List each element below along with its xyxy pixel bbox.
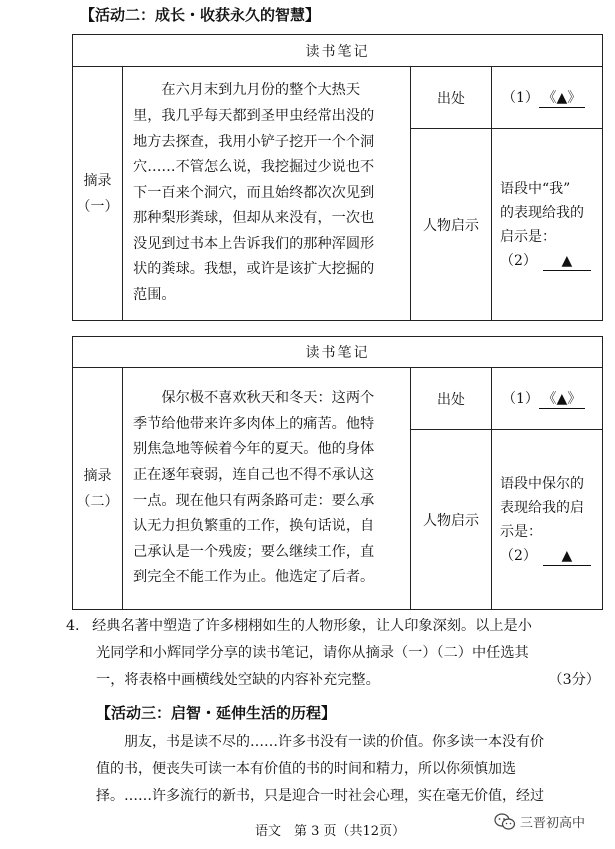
question-4 bbox=[66, 613, 606, 694]
question-line-1: 经典名著中塑造了许多栩栩如生的人物形象，让人印象深刻。以上是小 bbox=[92, 618, 532, 634]
note-title: 读书笔记 bbox=[73, 35, 603, 67]
page-footer: 语文 第 3 页（共12页） bbox=[255, 824, 406, 839]
activity2-heading: 【活动二：成长・收获永久的智慧】 bbox=[80, 6, 321, 24]
inspiration-answer[interactable]: 语段中保尔的 表现给我的启 示是： （2） ▲ bbox=[492, 430, 603, 610]
source-answer[interactable]: （1） 《▲》 bbox=[492, 67, 603, 129]
inspiration-label: 人物启示 bbox=[411, 129, 492, 321]
source-blank[interactable]: 《▲》 bbox=[539, 89, 585, 108]
watermark: 三晋初高中 bbox=[494, 812, 585, 831]
reading-note-2 bbox=[72, 336, 603, 610]
source-label: 出处 bbox=[411, 368, 492, 430]
excerpt-label: 摘录 （一） bbox=[73, 67, 123, 321]
note-title: 读书笔记 bbox=[73, 337, 603, 368]
reading-note-1 bbox=[72, 34, 603, 321]
source-label: 出处 bbox=[411, 67, 492, 129]
inspiration-blank[interactable]: ▲ bbox=[543, 252, 591, 271]
activity3-paragraph: 朋友，书是读不尽的……许多书没有一读的价值。你多读一本没有价 值的书，便丧失可读一本有价值的书的时间和精力，所以你须慎加选 择。……许多流行的新书，只是迎合一时社会心理，实在毫无价值，经过 bbox=[96, 734, 544, 804]
inspiration-answer[interactable]: 语段中“我” 的表现给我的 启示是： （2） ▲ bbox=[492, 129, 603, 321]
excerpt-label: 摘录 （二） bbox=[73, 368, 123, 610]
question-number: 4. bbox=[66, 618, 80, 634]
inspiration-blank[interactable]: ▲ bbox=[543, 547, 591, 566]
question-score: （3分） bbox=[548, 672, 600, 688]
activity3-heading: 【活动三：启智・延伸生活的历程】 bbox=[96, 704, 337, 722]
wechat-icon bbox=[494, 813, 516, 831]
source-blank[interactable]: 《▲》 bbox=[539, 390, 585, 409]
excerpt-text: 在六月末到九月份的整个大热天 里，我几乎每天都到圣甲虫经常出没的 地方去探查，我用小铲子挖开一个个洞 穴……不管怎么说，我挖掘过少说也不 下一百来个洞穴，而且始终都次次见到 那种梨形粪球，但却从来没有，一次也 没见到过书本上告诉我们的那种浑圆形 状的粪球。我想，或许是该扩大挖掘的 范围。 bbox=[123, 67, 411, 321]
source-answer[interactable]: （1） 《▲》 bbox=[492, 368, 603, 430]
question-line-2: 光同学和小辉同学分享的读书笔记，请你从摘录（一）（二）中任选其 bbox=[96, 645, 529, 661]
question-line-3: 一，将表格中画横线处空缺的内容补充完整。 bbox=[96, 672, 380, 688]
excerpt-text: 保尔极不喜欢秋天和冬天：这两个 季节给他带来许多肉体上的痛苦。他特 别焦急地等候着今年的夏天。他的身体 正在逐年衰弱，连自己也不得不承认这 一点。现在他只有两条路可走：要么承 认无力担负繁重的工作，换句话说，自 己承认是一个残废；要么继续工作，直 到完全不能工作为止。他选定了后者。 bbox=[123, 368, 411, 610]
inspiration-label: 人物启示 bbox=[411, 430, 492, 610]
